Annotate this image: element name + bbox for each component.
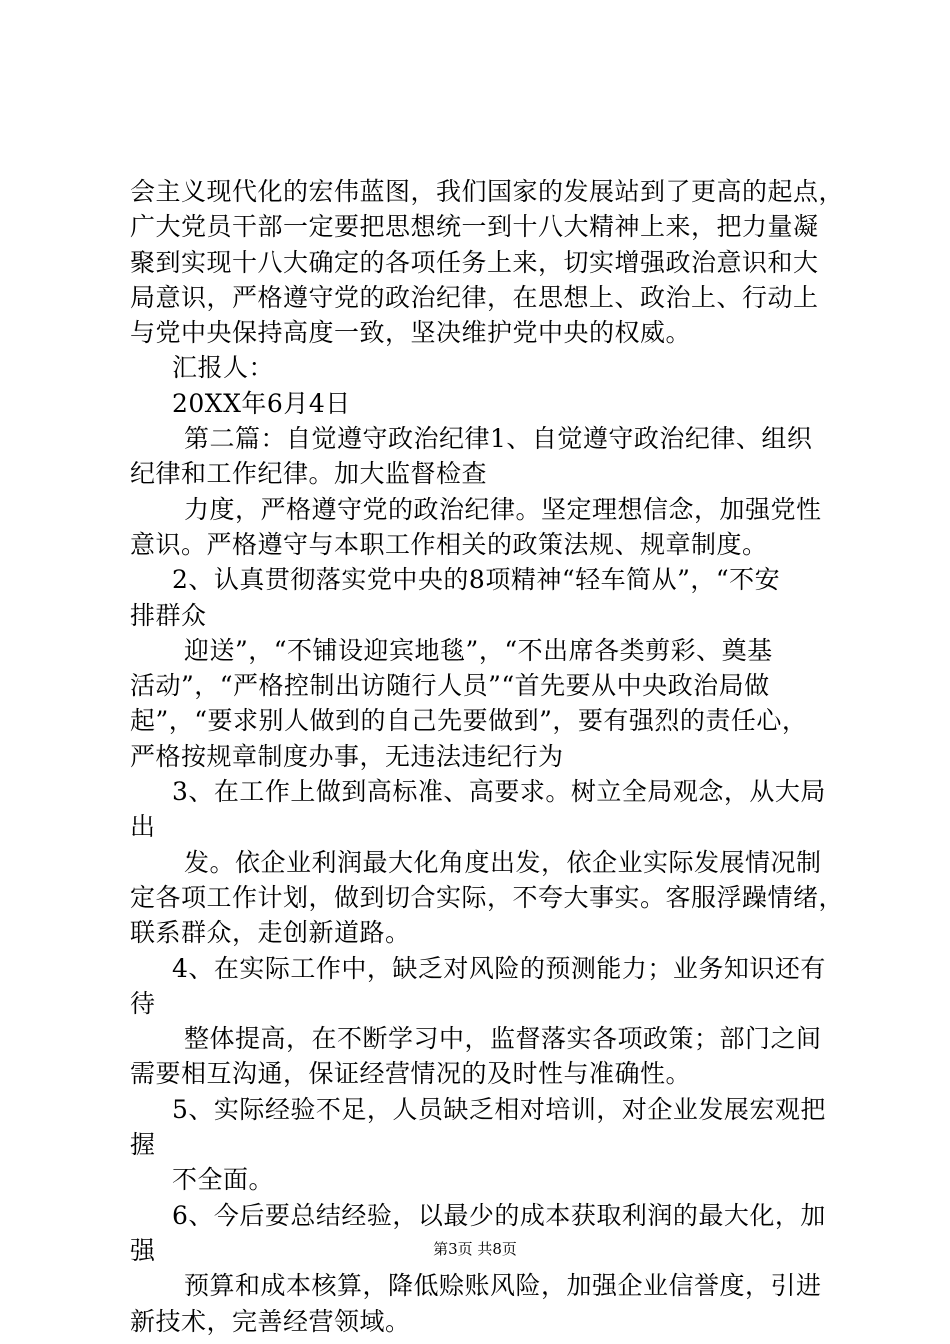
text-line: 活动”，“严格控制出访随行人员”“首先要从中央政治局做 [130,671,770,701]
text-line: 汇报人： [172,353,275,383]
text-line: 不全面。 [172,1165,275,1195]
text-line: 起”，“要求别人做到的自己先要做到”，要有强烈的责任心， [130,706,808,736]
text-line: 需要相互沟通，保证经营情况的及时性与准确性。 [130,1059,692,1089]
page-footer: 第3页 共8页 [433,1240,517,1258]
text-line: 会主义现代化的宏伟蓝图，我们国家的发展站到了更高的起点， [130,177,845,206]
text-line: 局意识，严格遵守党的政治纪律，在思想上、政治上、行动上 [130,282,819,312]
text-line: 20XX年6月4日 [172,388,351,418]
text-line: 6、今后要总结经验，以最少的成本获取利润的最大化，加 [172,1200,826,1230]
document-body [130,174,845,1339]
text-line: 聚到实现十八大确定的各项任务上来，切实增强政治意识和大 [130,247,819,277]
text-line: 第二篇：自觉遵守政治纪律1、自觉遵守政治纪律、组织 [184,424,813,454]
text-line: 握 [130,1130,156,1160]
text-line: 发。依企业利润最大化角度出发，依企业实际发展情况制 [184,847,822,877]
text-line: 定各项工作计划，做到切合实际，不夸大事实。客服浮躁情绪， [130,882,845,912]
text-line: 广大党员干部一定要把思想统一到十八大精神上来，把力量凝 [130,212,819,242]
text-line: 迎送”，“不铺设迎宾地毯”，“不出席各类剪彩、奠基 [184,635,773,665]
text-line: 排群众 [130,600,207,630]
text-line: 强 [130,1235,156,1265]
text-line: 意识。严格遵守与本职工作相关的政策法规、规章制度。 [130,529,768,559]
text-line: 纪律和工作纪律。加大监督检查 [130,459,488,489]
text-line: 严格按规章制度办事，无违法违纪行为 [130,741,564,771]
text-line: 预算和成本核算，降低赊账风险，加强企业信誉度，引进 [184,1271,822,1301]
text-line: 待 [130,988,156,1018]
text-line: 新技术，完善经营领域。 [130,1306,411,1336]
text-line: 5、实际经验不足，人员缺乏相对培训，对企业发展宏观把 [172,1094,826,1124]
text-line: 3、在工作上做到高标准、高要求。树立全局观念，从大局 [172,777,826,807]
text-line: 2、认真贯彻落实党中央的8项精神“轻车简从”，“不安 [172,565,781,595]
text-line: 4、在实际工作中，缺乏对风险的预测能力；业务知识还有 [172,953,826,983]
text-line: 整体提高，在不断学习中，监督落实各项政策；部门之间 [184,1024,822,1054]
text-line: 力度，严格遵守党的政治纪律。坚定理想信念，加强党性 [184,494,822,524]
text-line: 出 [130,812,156,842]
text-line: 联系群众，走创新道路。 [130,918,411,948]
text-line: 与党中央保持高度一致，坚决维护党中央的权威。 [130,318,692,348]
